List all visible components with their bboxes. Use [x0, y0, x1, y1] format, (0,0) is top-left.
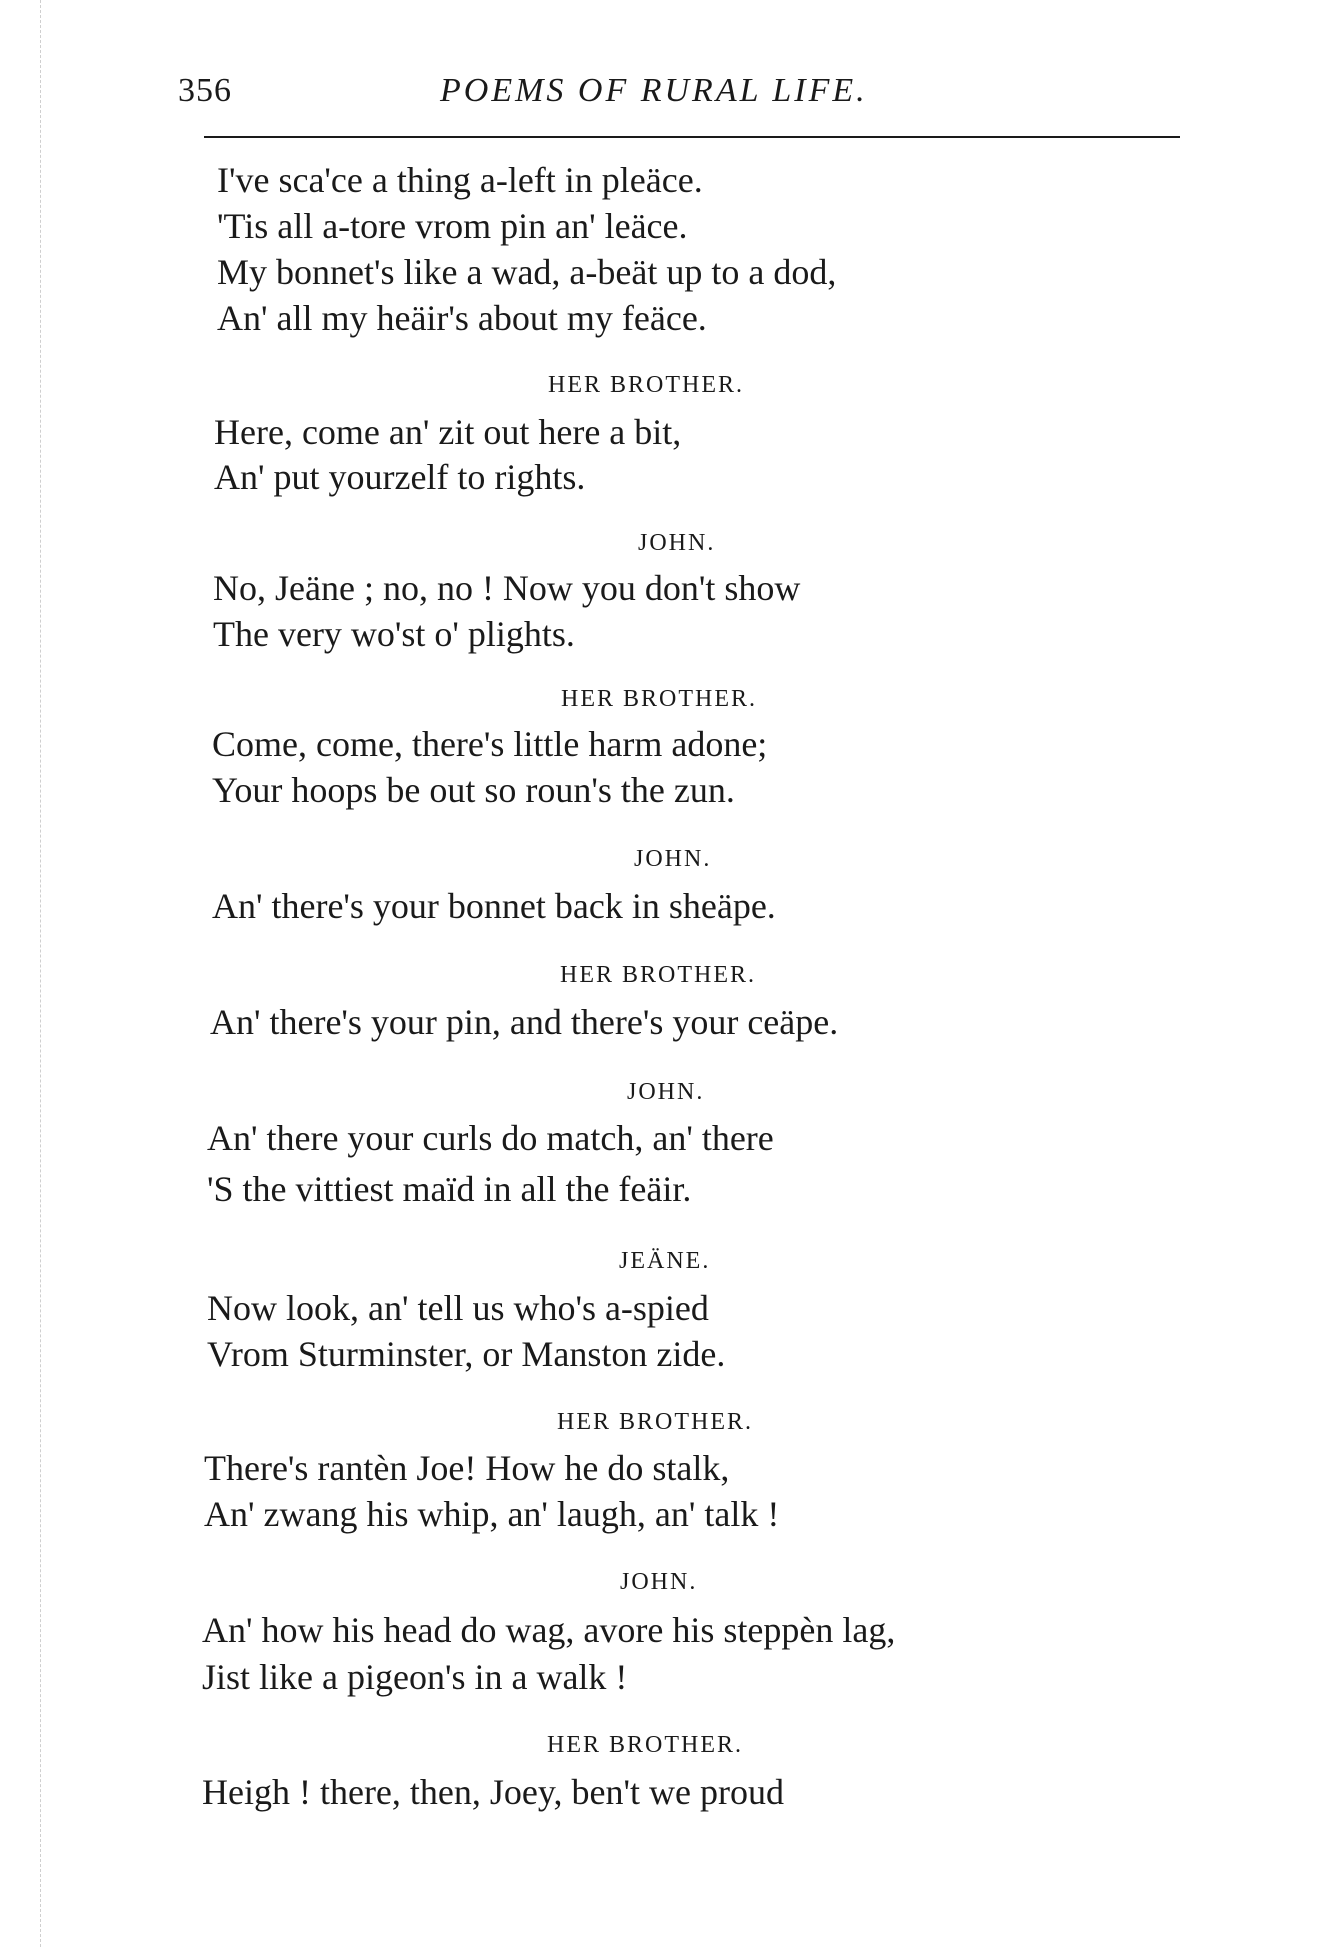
verse-line: Jist like a pigeon's in a walk !	[202, 1657, 628, 1697]
speaker-label: JOHN.	[638, 530, 716, 556]
verse-line: An' there your curls do match, an' there	[207, 1118, 774, 1158]
verse-line: Here, come an' zit out here a bit,	[214, 412, 682, 452]
speaker-label: HER BROTHER.	[557, 1409, 754, 1435]
verse-line: An' there's your pin, and there's your ceäpe.	[210, 1002, 839, 1042]
header-rule	[204, 136, 1180, 138]
scan-margin-line	[40, 0, 41, 1947]
speaker-label: HER BROTHER.	[548, 372, 745, 398]
verse-line: 'S the vittiest maïd in all the feäir.	[207, 1169, 692, 1209]
speaker-label: JOHN.	[634, 846, 712, 872]
running-title: POEMS OF RURAL LIFE.	[440, 72, 868, 109]
verse-line: An' zwang his whip, an' laugh, an' talk !	[204, 1494, 780, 1534]
verse-line: An' how his head do wag, avore his steppèn lag,	[202, 1610, 896, 1650]
speaker-label: JOHN.	[627, 1079, 705, 1105]
verse-line: An' all my heäir's about my feäce.	[217, 298, 707, 338]
speaker-label: JOHN.	[620, 1569, 698, 1595]
verse-line: I've sca'ce a thing a-left in pleäce.	[217, 160, 703, 200]
verse-line: Come, come, there's little harm adone;	[212, 724, 768, 764]
verse-line: My bonnet's like a wad, a-beät up to a dod,	[217, 252, 837, 292]
verse-line: An' there's your bonnet back in sheäpe.	[212, 886, 776, 926]
verse-line: Now look, an' tell us who's a-spied	[207, 1288, 709, 1328]
verse-line: No, Jeäne ; no, no ! Now you don't show	[213, 568, 801, 608]
speaker-label: HER BROTHER.	[560, 962, 757, 988]
verse-line: Heigh ! there, then, Joey, ben't we proud	[202, 1772, 784, 1812]
speaker-label: HER BROTHER.	[547, 1732, 744, 1758]
verse-line: Your hoops be out so roun's the zun.	[212, 770, 735, 810]
verse-line: 'Tis all a-tore vrom pin an' leäce.	[217, 206, 688, 246]
verse-line: Vrom Sturminster, or Manston zide.	[207, 1334, 726, 1374]
speaker-label: HER BROTHER.	[561, 686, 758, 712]
page-number: 356	[178, 72, 232, 109]
verse-line: There's rantèn Joe! How he do stalk,	[204, 1448, 730, 1488]
speaker-label: JEÄNE.	[619, 1248, 711, 1274]
verse-line: The very wo'st o' plights.	[213, 614, 575, 654]
verse-line: An' put yourzelf to rights.	[214, 457, 586, 497]
